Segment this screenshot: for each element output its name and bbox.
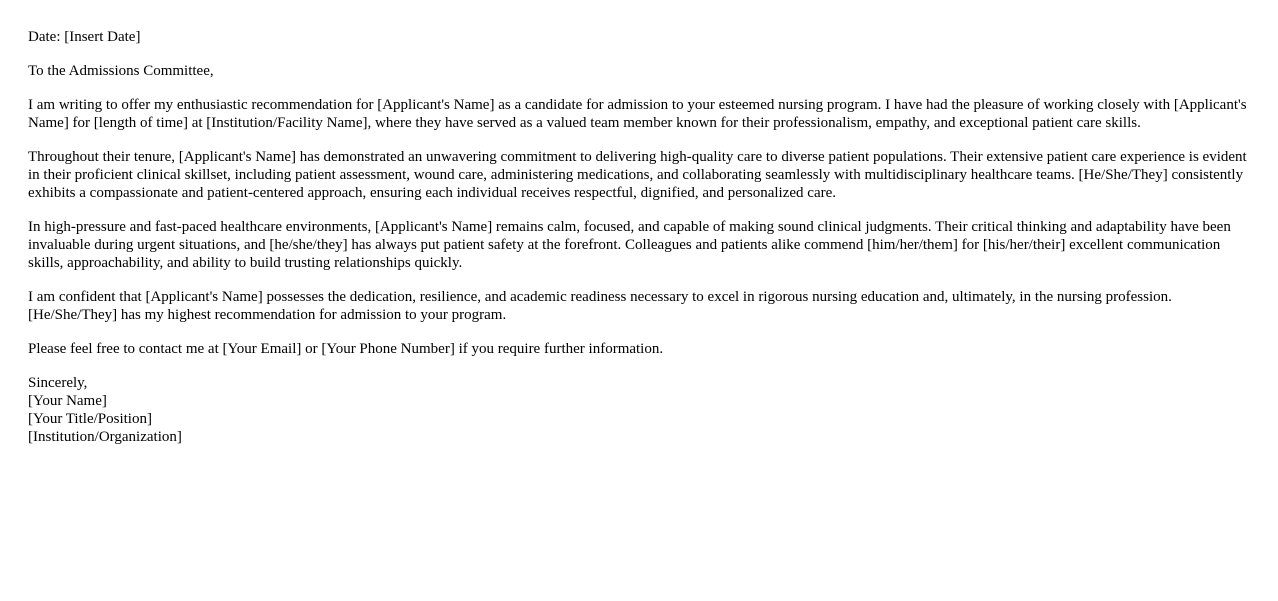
letter-paragraph-judgment: In high-pressure and fast-paced healthcare environments, [Applicant's Name] remains calm, focused, and capable of making sound clinical judgments. Their critical thinking and adaptability have been invaluable during urgent situations, and [he/she/they] has always put patient safety at the forefront. Colleagues and patients alike commend [him/her/them] for [his/her/their] excellent communication skills, approachability, and ability to build trusting relationships quickly. [28,219,1231,271]
signature-block [28,374,1258,446]
letter-closing: Sincerely, [28,375,88,391]
letter-date: Date: [Insert Date] [28,29,141,45]
signer-organization: [Institution/Organization] [28,429,182,445]
letter-paragraph-recommendation: I am confident that [Applicant's Name] possesses the dedication, resilience, and academic readiness necessary to excel in rigorous nursing education and, ultimately, in the nursing profession. [He/She/They] has my highest recommendation for admission to your program. [28,289,1172,323]
signer-title: [Your Title/Position] [28,411,152,427]
letter-salutation: To the Admissions Committee, [28,63,214,79]
letter-paragraph-intro: I am writing to offer my enthusiastic recommendation for [Applicant's Name] as a candidate for admission to your esteemed nursing program. I have had the pleasure of working closely with [Applicant's Name] for [length of time] at [Institution/Facility Name], where they have served as a valued team member known for their professionalism, empathy, and exceptional patient care skills. [28,97,1247,131]
letter-paragraph-contact: Please feel free to contact me at [Your Email] or [Your Phone Number] if you require further information. [28,341,664,357]
recommendation-letter [28,28,1258,446]
signer-name: [Your Name] [28,393,107,409]
letter-paragraph-experience: Throughout their tenure, [Applicant's Name] has demonstrated an unwavering commitment to delivering high-quality care to diverse patient populations. Their extensive patient care experience is evident in their proficient clinical skillset, including patient assessment, wound care, administering medications, and collaborating seamlessly with multidisciplinary healthcare teams. [He/She/They] consistently exhibits a compassionate and patient-centered approach, ensuring each individual receives respectful, dignified, and personalized care. [28,149,1247,201]
